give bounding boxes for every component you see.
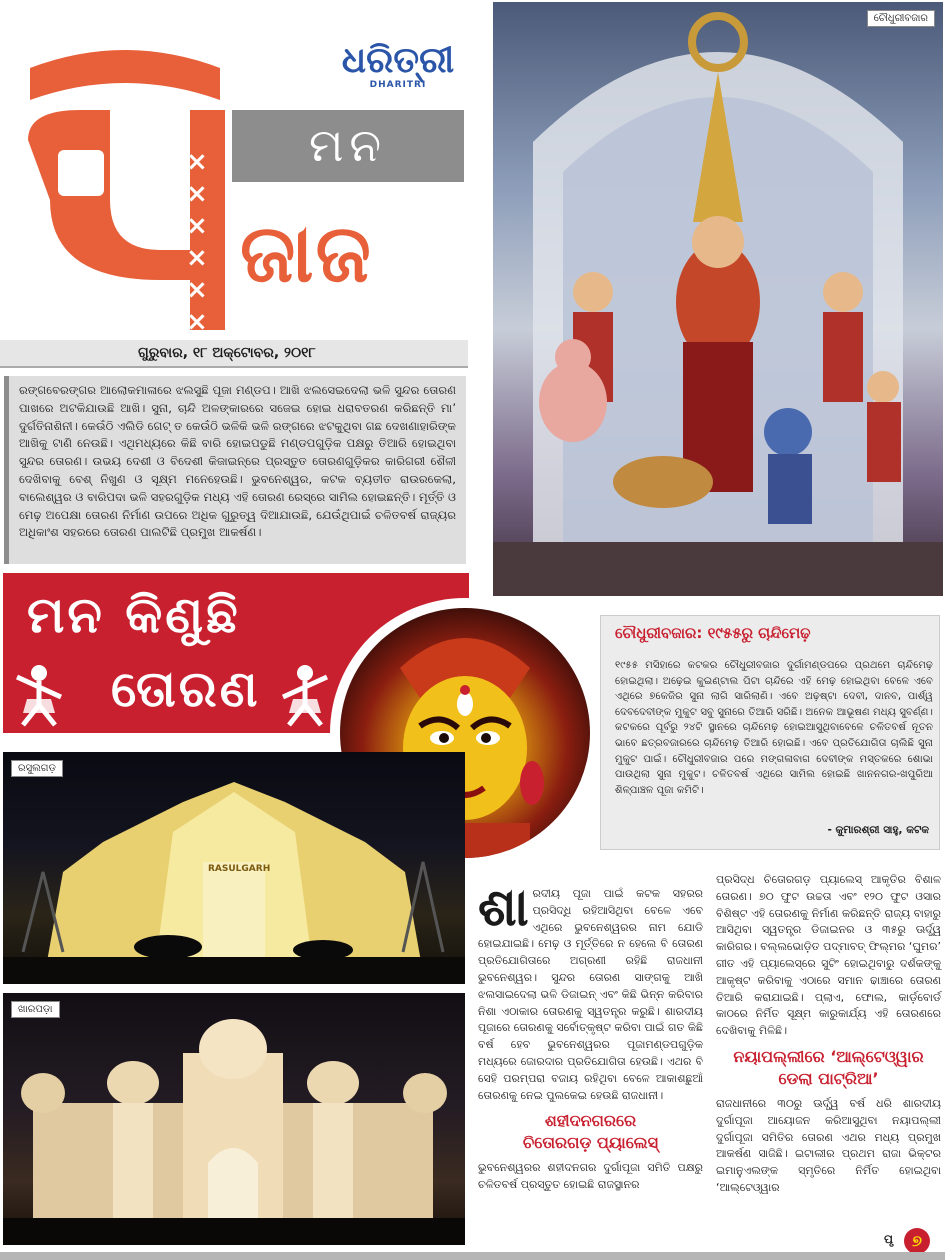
bottom-rule [0,1252,945,1260]
article-column-1 [478,872,703,1194]
article-col1-para1: ରଦୀୟ ପୂଜା ପାଇଁ କଟକ ସହରର ପ୍ରସିଦ୍ଧି ରହିଆସିଥିବା ବେଳେ ଏବେ ଏଥିରେ ଭୁବନେଶ୍ୱରର ନାମ ଯୋଡି ହୋଇଯାଇଛି। ମେଢ଼ ଓ ମୂର୍ତ୍ତିରେ ନ ହେଲେ ବି ତୋରଣ ପ୍ରତିଯୋଗିତାରେ ଅଗ୍ରଣୀ ରହିଛି ରାଜଧାନୀ ଭୁବନେଶ୍ୱର। ସୁନ୍ଦର ତୋରଣ ସାଙ୍ଗକୁ ଆଖି ଝଲସାଇଦେଲା ଭଳି ଡିଜାଇନ୍‌ ଏବଂ କିଛି ଭିନ୍ନ କରିବାର ନିଶା ଏଠାକାର ତୋରଣକୁ ସ୍ୱତନ୍ତ୍ର କରୁଛି। ଶାରଦୀୟ ପୂଜାରେ ତୋରଣକୁ ସର୍ବୋତ୍କୃଷ୍ଟ କରିବା ପାଇଁ ଗତ କିଛି ବର୍ଷ ହେବ ଭୁବନେଶ୍ୱରର ପୂଜାମଣ୍ଡପଗୁଡ଼ିକ ମଧ୍ୟରେ ଜୋରଦାର ପ୍ରତିଯୋଗିତା ହେଉଛି। ଏଥର ବି ସେହି ପରମ୍ପରା ବଜାୟ ରହିଥିବା ବେଳେ ଆକାଶଛୁଆଁ ତୋରଣକୁ ନେଇ ପୁଲକେଇ ହେଉଛି ରାଜଧାନୀ। [478,887,703,1102]
photo-durga-idol [493,2,943,596]
dateline: ଗୁରୁବାର, ୧୮ ଅକ୍ଟୋବର, ୨୦୧୮ [0,340,468,368]
masthead-crosses [186,146,226,338]
photo-kharapada-pandal [3,993,465,1245]
dancer-right-icon [275,661,335,727]
photo-tag-kharapada: ଖାରପଡ଼ା [11,1001,60,1018]
subhead-nayapalli [716,1046,941,1090]
photo-tag-rasulgarh: ରସୁଲଗଡ଼ [11,760,63,777]
logo-text: ଧରିତ୍ରୀ [341,39,455,81]
masthead-bazar: ଜାଜ [240,207,373,300]
cross-mark: × [186,243,208,273]
cross-mark: × [186,275,208,305]
article [478,872,943,1247]
rasulgarh-sign: RASULGARH [208,864,271,874]
intro-paragraph: ରଙ୍ଗବେରଙ୍ଗର ଆଲୋକମାଳାରେ ଝଲସୁଛି ପୂଜା ମଣ୍ଡପ। ଆଖି ଝଲସେଇଦେଲା ଭଳି ସୁନ୍ଦର ତୋରଣ ପାଖରେ ଅଟକିଯାଉଛି ଆଖି। ସୁନା, ଚାନ୍ଦି ଅଳଙ୍କାରରେ ସଜେଇ ହୋଇ ଧରାବତରଣ କରିଛନ୍ତି ମା’ ଦୁର୍ଗତିନାଶିନୀ। କେଉଁଠି ଏଲିଡି ଗେଟ୍‌ ତ କେଉଁଠି ଭଳିକି ଭଳି ରଙ୍ଗରେ ଝଟକୁଥିବା ଗଛ ଦେଖଣାହାରିଙ୍କ ଆଖିକୁ ଟାଣି ନେଉଛି। ଏଥିମଧ୍ୟରେ କିଛି ବାରି ହୋଇପଡୁଛି ମଣ୍ଡପଗୁଡ଼ିକ ପକ୍ଷରୁ ତିଆରି ହୋଇଥିବା ସୁନ୍ଦର ତୋରଣ। ଉଭୟ ଦେଶୀ ଓ ବିଦେଶୀ କିଜାଇନ୍‌ରେ ପ୍ରସ୍ତୁତ ତୋରଣଗୁଡ଼ିକର କାରିଗରୀ ଶୈଳୀ ଦେଖିବାକୁ ବେଶ୍‌ ନିଖୁଣ ଓ ସୂକ୍ଷ୍ମ ମନେହେଉଛି। ଭୁବନେଶ୍ୱର, କଟକ ବ୍ୟତୀତ ରାଉରକେଲା, ବାଲେଶ୍ୱର ଓ ବାରିପଦା ଭଳି ସହରଗୁଡ଼ିକ ମଧ୍ୟ ଏହି ତୋରଣ ରେସ୍‌ରେ ସାମିଲ ହୋଇଛନ୍ତି। ମୂର୍ତ୍ତି ଓ ମେଢ଼ ଅପେକ୍ଷା ତୋରଣ ନିର୍ମାଣ ଉପରେ ଅଧିକ ଗୁରୁତ୍ୱ ଦିଆଯାଉଛି, ଯେଉଁଥିପାଇଁ ଚଳିତବର୍ଷ ରାଜ୍ୟର ଅଧିକାଂଶ ସହରରେ ତୋରଣ ପାଲଟିଛି ପ୍ରମୁଖ ଆକର୍ଷଣ। [4,376,466,564]
kharapada-illustration [3,993,465,1245]
page-number-badge: ୭ [904,1228,930,1254]
sidebar-title: ଚୌଧୁରୀବଜାର: ୧୯୫୫ରୁ ଚାନ୍ଦିମେଢ଼ [615,624,811,642]
article-col1-para2: ଭୁବନେଶ୍ୱରର ଶହୀଦନଗର ଦୁର୍ଗାପୂଜା ସମିତି ପକ୍ଷରୁ ଚଳିତବର୍ଷ ପ୍ରସ୍ତୁତ ହୋଇଛି ରାଜସ୍ଥାନର [478,1161,703,1192]
article-col2-para1: ପ୍ରସିଦ୍ଧ ଚିତୋରଗଡ଼ ପ୍ୟାଲେସ୍‌ ଆକୃତିର ବିଶାଳ ତୋରଣ। ୭୦ ଫୁଟ ଉଚ୍ଚତା ଏବଂ ୧୨୦ ଫୁଟ ଓସାର ବିଶିଷ୍ଟ ଏହି ତୋରଣକୁ ନିର୍ମାଣ କରିଛନ୍ତି ରାଜ୍ୟ ବାହାରୁ ଆସିଥିବା ସ୍ୱତନ୍ତ୍ର ଡିଜାଇନର ଓ ୩୫ରୁ ଊର୍ଦ୍ଧ୍ୱ କାରିଗର। ବଲ୍ଲଭୋଡ଼ିତ ପଦ୍ମାବତ୍‌ ଫିଲ୍ମର ‘ଘୁମର’ ଗୀତ ଏହି ପ୍ୟାଲେସ୍‌ରେ ସୁଟିଂ ହୋଇଥିବାରୁ ଦର୍ଶକଙ୍କୁ ଆକୃଷ୍ଟ କରିବାକୁ ଏଠାରେ ସମାନ ଢାଞ୍ଚାରେ ତୋରଣ ତିଆରି କରାଯାଇଛି। ପ୍ଲାଏ, ଫୋଲ, କାର୍ଡ଼ବୋର୍ଡ କାଠରେ ନିର୍ମିତ ସୂକ୍ଷ୍ମ କାରୁକାର୍ଯ୍ୟ ଏହି ତୋରଣରେ ଦେଖିବାକୁ ମିଳିଛି। [716,873,941,1038]
masthead-mana: ମନ [232,110,464,182]
dancer-left-icon [9,661,69,727]
cross-mark: × [186,179,208,209]
sidebar-box [600,615,940,850]
headline-line2: ତୋରଣ [111,660,261,718]
sidebar-credit: - କୁମାରଶ୍ରୀ ସାହୁ, କଟକ [827,824,929,836]
logo-subtext: DHARITRI [369,80,427,90]
subhead-shahidnagar-line1: ଶହୀଦନଗରରେ [544,1111,637,1131]
headline-line1: ମନ କିଣୁଛି [27,586,241,644]
subhead-nayapalli-line1: ନୟାପଲ୍ଲୀରେ ‘ଆଲ୍‌ଟେଓ୍ୱାର [733,1046,924,1066]
page-label: ପୃ [884,1232,893,1246]
subhead-shahidnagar [478,1110,703,1154]
article-dropcap: ଶା [478,878,529,938]
article-column-2 [716,872,941,1197]
subhead-shahidnagar-line2: ଚିତୋରଗଡ଼ ପ୍ୟାଲେସ୍‌ [522,1133,659,1153]
sidebar-body: ୧୯୫୫ ମସିହାରେ କଟକର ଚୌଧୁରୀବଜାର ଦୁର୍ଗାମଣ୍ଡପରେ ପ୍ରଥମେ ଚାନ୍ଦିମେଢ଼ ହୋଇଥିଲା। ଅଢ଼େଇ କୁଇଣ୍ଟାଲ ପିଟା ଚାନ୍ଦିରେ ଏହି ମେଢ଼ ହୋଇଥିବା ବେଳେ ଏବେ ଏଥିରେ ୭କେଜିର ସୁନା ଲାଗି ସାରିଲାଣି। ଏବେ ଅଢ଼ଷ୍ଟା ଦେବୀ, ଦାନବ, ପାର୍ଶ୍ୱ ଦେବଦେବୀଙ୍କ ମୁକୁଟ ସବୁ ସୁନାରେ ତିଆରି ସରିଛି। ଅନେକ ଆଭୂଷଣ ମଧ୍ୟ ସୁବର୍ଣ୍ଣ। କଟକରେ ପୂର୍ବରୁ ୨୪ଟି ସ୍ଥାନରେ ଚାନ୍ଦିମେଢ଼ ହୋଇଆସୁଥିବାବେଳେ ଚଳିତବର୍ଷ ନୂତନ ଭାବେ ଛତ୍ରବଜାରରେ ଚାନ୍ଦିମେଢ଼ ତିଆରି ହୋଇଛି। ଏବେ ପ୍ରତିଯୋଗିତା ଚାଲିଛି ସୁନା ମୁକୁଟ ପାଇଁ। ଚୌଧୁରୀବଜାର ପରେ ମଙ୍ଗଳାବାଗ ଦେବୀଙ୍କ ମସ୍ତକରେ ଶୋଭା ପାଉଥିଲା ସୁନା ମୁକୁଟ। ଚଳିତବର୍ଷ ଏଥିରେ ସାମିଲ ହୋଇଛି ଖାନନଗର-ଖପୁରିଆ ଶିଳ୍ପାଞ୍ଚଳ ପୂଜା କମିଟି। [615,660,933,796]
cross-mark: × [186,147,208,177]
subhead-nayapalli-line2: ଡେଲା ପାଟ୍ରିଆ’ [778,1068,879,1088]
cross-mark: × [186,211,208,241]
article-col2-para2: ରାଜଧାନୀରେ ୩୦ରୁ ଊର୍ଦ୍ଧ୍ୱ ବର୍ଷ ଧରି ଶାରଦୀୟ ଦୁର୍ଗାପୂଜା ଆୟୋଜନ କରିଆସୁଥିବା ନୟାପଲ୍ଲୀ ଦୁର୍ଗାପୂଜା ସମିତିର ତୋରଣ ଏଥର ମଧ୍ୟ ପ୍ରମୁଖ ଆକର୍ଷଣ ସାଜିଛି। ଇଟାଲୀର ପ୍ରଥମ ରାଜା ଭିକ୍ଟର ଇମାନୁଏଲଙ୍କ ସ୍ମୃତିରେ ନିର୍ମିତ ହୋଇଥିବା ‘ଆଲ୍‌ଟେଓ୍ୱାର [716,1096,941,1194]
dharitri-logo [318,40,478,90]
photo-rasulgarh-pandal [3,752,465,984]
idol-illustration [493,2,943,596]
photo-tag-chowdhury-bazar: ଚୌଧୁରୀବଜାର [867,10,935,27]
cross-mark: × [186,307,208,337]
